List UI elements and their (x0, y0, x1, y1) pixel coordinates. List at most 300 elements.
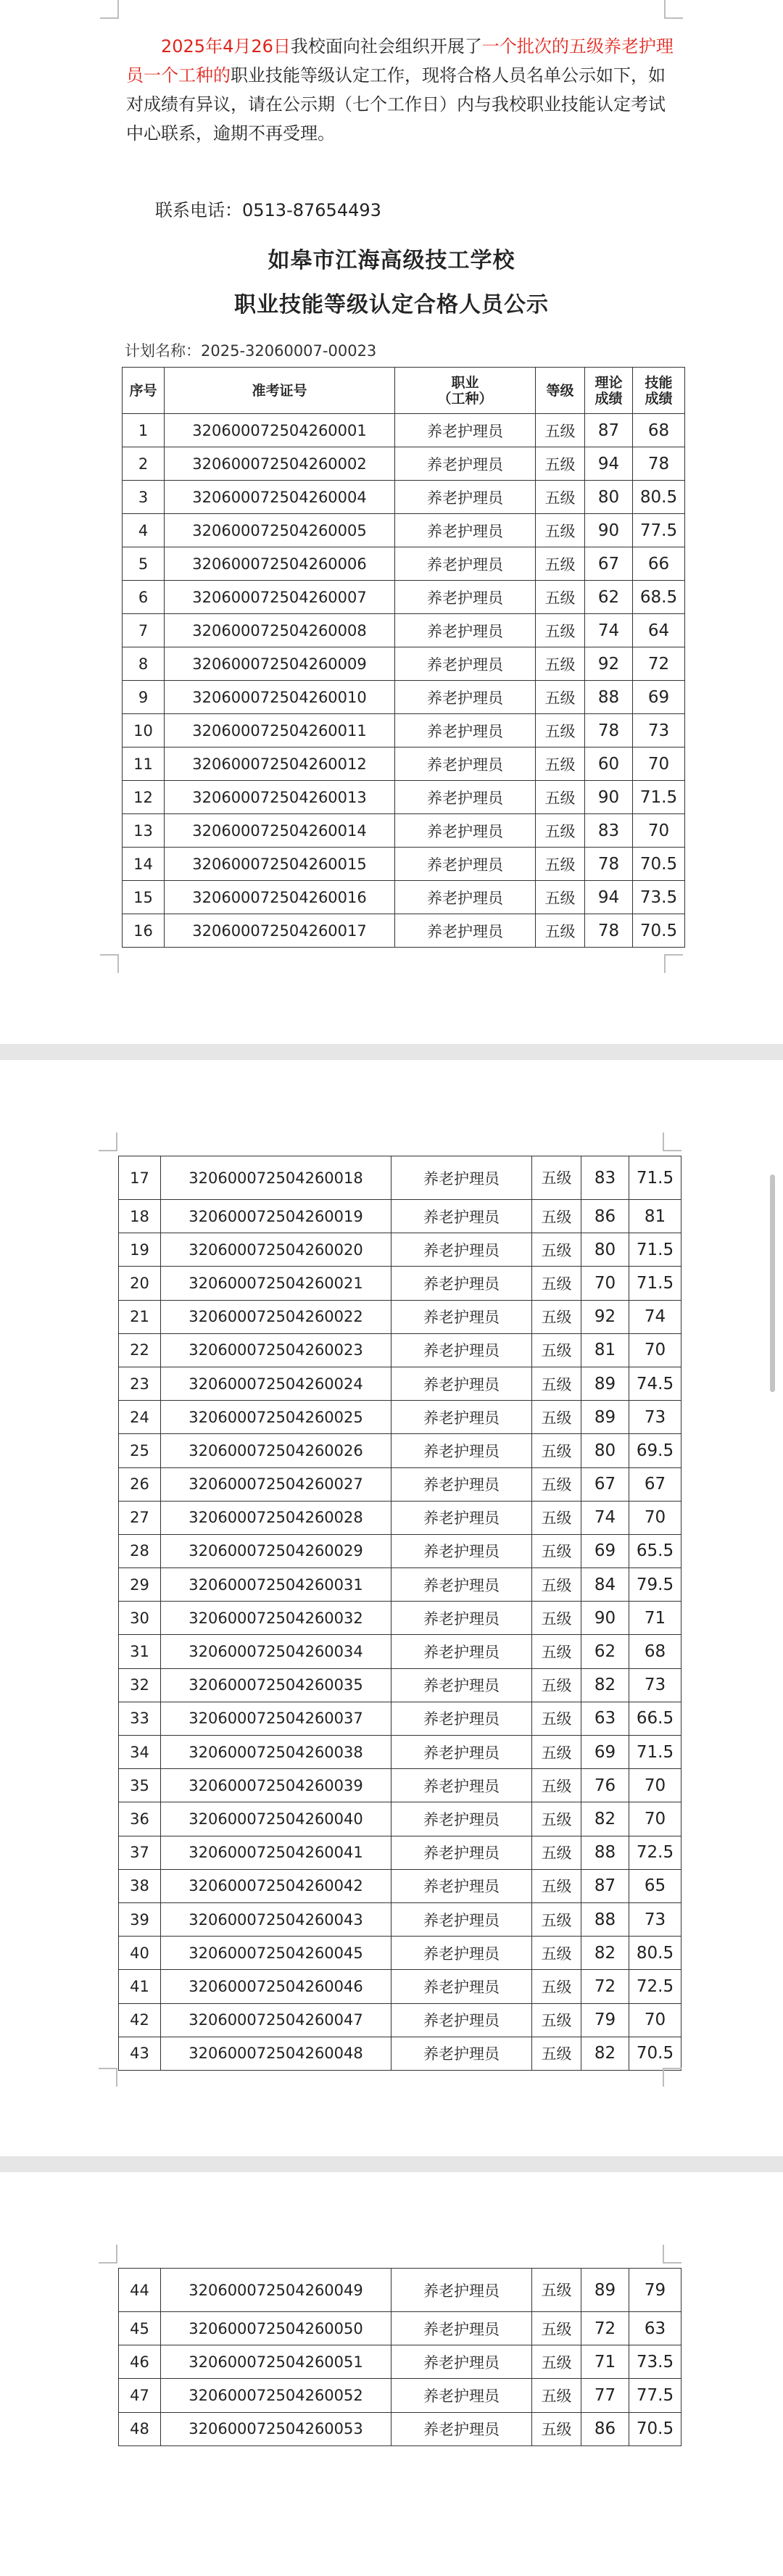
table-row (119, 1668, 682, 1702)
cell-ticket-number: 320600072504260039 (161, 1769, 392, 1802)
cell-theory-score: 60 (585, 747, 633, 781)
cell-job: 养老护理员 (392, 1501, 532, 1534)
cell-no: 38 (119, 1869, 161, 1902)
cell-level: 五级 (532, 1736, 581, 1769)
cell-no: 22 (119, 1333, 161, 1367)
results-table-page-3 (118, 2268, 682, 2446)
notice-text-1: 我校面向社会组织开展了 (290, 36, 482, 57)
table-row (123, 848, 685, 881)
cell-no: 9 (123, 681, 165, 714)
cell-ticket-number: 320600072504260008 (165, 614, 395, 647)
cell-skill-score: 72 (633, 647, 685, 681)
cell-level: 五级 (532, 2037, 581, 2070)
cell-no: 39 (119, 1902, 161, 1936)
cell-level: 五级 (532, 2312, 581, 2345)
table-row (119, 1401, 682, 1434)
cell-job: 养老护理员 (392, 1970, 532, 2003)
table-row (119, 1501, 682, 1534)
cell-skill-score: 73.5 (629, 2345, 682, 2379)
header-job-line2: （工种） (437, 390, 493, 407)
cell-no: 20 (119, 1267, 161, 1300)
cell-ticket-number: 320600072504260022 (161, 1300, 392, 1333)
cell-no: 25 (119, 1434, 161, 1467)
cell-skill-score: 77.5 (629, 2379, 682, 2412)
cell-job: 养老护理员 (392, 1401, 532, 1434)
cell-no: 4 (123, 514, 165, 547)
table-row (119, 1937, 682, 1970)
cell-ticket-number: 320600072504260035 (161, 1668, 392, 1702)
cell-no: 40 (119, 1937, 161, 1970)
cell-theory-score: 89 (581, 1401, 629, 1434)
table-row (119, 1534, 682, 1567)
cell-job: 养老护理员 (392, 1668, 532, 1702)
cell-ticket-number: 320600072504260034 (161, 1635, 392, 1668)
header-skill-line1: 技能 (645, 374, 673, 391)
cell-job: 养老护理员 (392, 1902, 532, 1936)
cell-ticket-number: 320600072504260046 (161, 1970, 392, 2003)
cell-level: 五级 (532, 1367, 581, 1400)
header-theory (585, 368, 633, 414)
cell-skill-score: 70 (633, 747, 685, 781)
notice-paragraph (126, 32, 677, 148)
header-theory-line2: 成绩 (594, 390, 623, 407)
cell-no: 21 (119, 1300, 161, 1333)
table-row (123, 481, 685, 514)
cell-level: 五级 (532, 2379, 581, 2412)
table-row (119, 1802, 682, 1836)
cell-ticket-number: 320600072504260049 (161, 2269, 392, 2312)
cell-no: 45 (119, 2312, 161, 2345)
cell-ticket-number: 320600072504260027 (161, 1467, 392, 1501)
cell-job: 养老护理员 (392, 1367, 532, 1400)
cell-level: 五级 (536, 914, 585, 948)
table-row (123, 781, 685, 814)
cell-ticket-number: 320600072504260004 (165, 481, 395, 514)
table-row (123, 681, 685, 714)
cell-level: 五级 (532, 1869, 581, 1902)
cell-ticket-number: 320600072504260032 (161, 1602, 392, 1635)
cell-job: 养老护理员 (395, 781, 536, 814)
cell-ticket-number: 320600072504260042 (161, 1869, 392, 1902)
cell-level: 五级 (536, 881, 585, 914)
cell-ticket-number: 320600072504260041 (161, 1836, 392, 1869)
table-row (119, 1434, 682, 1467)
table-row (119, 1156, 682, 1200)
cell-ticket-number: 320600072504260007 (165, 581, 395, 614)
cell-theory-score: 90 (581, 1602, 629, 1635)
cell-job: 养老护理员 (392, 1333, 532, 1367)
cell-level: 五级 (532, 1937, 581, 1970)
cell-skill-score: 73 (629, 1902, 682, 1936)
page-corner-mark (99, 2068, 117, 2087)
cell-skill-score: 69.5 (629, 1434, 682, 1467)
page-corner-mark (99, 1132, 117, 1151)
header-ticket: 准考证号 (165, 368, 395, 414)
header-theory-line1: 理论 (594, 374, 623, 391)
cell-job: 养老护理员 (392, 2412, 532, 2445)
cell-level: 五级 (532, 1534, 581, 1567)
cell-job: 养老护理员 (395, 914, 536, 948)
cell-level: 五级 (532, 2412, 581, 2445)
cell-skill-score: 71 (629, 1602, 682, 1635)
cell-skill-score: 70 (629, 1333, 682, 1367)
cell-no: 41 (119, 1970, 161, 2003)
document-page-1 (0, 0, 783, 1044)
cell-ticket-number: 320600072504260019 (161, 1200, 392, 1233)
cell-skill-score: 73 (629, 1668, 682, 1702)
cell-theory-score: 70 (581, 1267, 629, 1300)
cell-ticket-number: 320600072504260028 (161, 1501, 392, 1534)
table-row (123, 581, 685, 614)
cell-job: 养老护理员 (392, 1267, 532, 1300)
cell-theory-score: 67 (585, 547, 633, 581)
cell-no: 5 (123, 547, 165, 581)
cell-job: 养老护理员 (392, 1769, 532, 1802)
cell-job: 养老护理员 (392, 2269, 532, 2312)
document-page-3 (0, 2172, 783, 2576)
cell-job: 养老护理员 (392, 2003, 532, 2037)
cell-theory-score: 84 (581, 1568, 629, 1602)
cell-skill-score: 65.5 (629, 1534, 682, 1567)
cell-theory-score: 78 (585, 914, 633, 948)
cell-no: 30 (119, 1602, 161, 1635)
cell-ticket-number: 320600072504260002 (165, 447, 395, 481)
page-corner-mark (664, 954, 683, 973)
cell-ticket-number: 320600072504260051 (161, 2345, 392, 2379)
cell-ticket-number: 320600072504260050 (161, 2312, 392, 2345)
cell-theory-score: 81 (581, 1333, 629, 1367)
cell-no: 47 (119, 2379, 161, 2412)
cell-no: 36 (119, 1802, 161, 1836)
cell-level: 五级 (536, 781, 585, 814)
cell-level: 五级 (536, 481, 585, 514)
cell-theory-score: 90 (585, 781, 633, 814)
cell-level: 五级 (536, 581, 585, 614)
cell-ticket-number: 320600072504260015 (165, 848, 395, 881)
table-row (119, 1300, 682, 1333)
cell-level: 五级 (532, 1802, 581, 1836)
cell-theory-score: 90 (585, 514, 633, 547)
notice-date: 2025年4月26日 (161, 36, 291, 57)
cell-no: 15 (123, 881, 165, 914)
cell-no: 46 (119, 2345, 161, 2379)
cell-theory-score: 62 (585, 581, 633, 614)
cell-theory-score: 69 (581, 1736, 629, 1769)
cell-skill-score: 71.5 (629, 1156, 682, 1200)
cell-level: 五级 (536, 814, 585, 848)
cell-level: 五级 (532, 1467, 581, 1501)
cell-ticket-number: 320600072504260053 (161, 2412, 392, 2445)
cell-skill-score: 64 (633, 614, 685, 647)
cell-theory-score: 80 (581, 1233, 629, 1267)
table-row (119, 2312, 682, 2345)
document-page-2 (0, 1060, 783, 2156)
cell-skill-score: 70.5 (629, 2412, 682, 2445)
cell-skill-score: 77.5 (633, 514, 685, 547)
cell-no: 3 (123, 481, 165, 514)
cell-skill-score: 79.5 (629, 1568, 682, 1602)
cell-ticket-number: 320600072504260038 (161, 1736, 392, 1769)
cell-ticket-number: 320600072504260013 (165, 781, 395, 814)
cell-ticket-number: 320600072504260020 (161, 1233, 392, 1267)
cell-skill-score: 70 (629, 1802, 682, 1836)
cell-job: 养老护理员 (392, 1702, 532, 1735)
cell-ticket-number: 320600072504260017 (165, 914, 395, 948)
cell-theory-score: 80 (585, 481, 633, 514)
notice-text-2: 职业技能等级认定工作，现将合格人员名单公示如下，如对成绩有异议，请在公示期（七个工作日）内与我校职业技能认定考试中心联系，逾期不再受理。 (126, 65, 666, 144)
cell-level: 五级 (536, 714, 585, 747)
cell-job: 养老护理员 (395, 848, 536, 881)
cell-ticket-number: 320600072504260006 (165, 547, 395, 581)
cell-level: 五级 (536, 747, 585, 781)
table-row (119, 2269, 682, 2312)
table-header-row (123, 368, 685, 414)
cell-level: 五级 (532, 1635, 581, 1668)
page-corner-mark (663, 2068, 682, 2087)
results-table-page-2 (118, 1156, 682, 2071)
cell-skill-score: 74 (629, 1300, 682, 1333)
cell-level: 五级 (536, 681, 585, 714)
cell-job: 养老护理员 (395, 447, 536, 481)
cell-skill-score: 70 (629, 1501, 682, 1534)
cell-ticket-number: 320600072504260031 (161, 1568, 392, 1602)
cell-level: 五级 (532, 1702, 581, 1735)
cell-job: 养老护理员 (392, 1200, 532, 1233)
cell-skill-score: 70 (633, 814, 685, 848)
cell-job: 养老护理员 (395, 647, 536, 681)
cell-level: 五级 (532, 2003, 581, 2037)
cell-theory-score: 83 (585, 814, 633, 848)
cell-theory-score: 87 (585, 414, 633, 447)
cell-no: 8 (123, 647, 165, 681)
table-row (119, 2003, 682, 2037)
page-corner-mark (99, 2245, 117, 2264)
notice-batch-highlight: 一个批次的五级养老护理员一个工种的 (126, 36, 674, 86)
cell-level: 五级 (532, 1668, 581, 1702)
cell-job: 养老护理员 (392, 1233, 532, 1267)
cell-job: 养老护理员 (395, 547, 536, 581)
cell-job: 养老护理员 (392, 1736, 532, 1769)
cell-skill-score: 78 (633, 447, 685, 481)
header-no: 序号 (123, 368, 165, 414)
table-row (119, 2345, 682, 2379)
cell-skill-score: 70 (629, 2003, 682, 2037)
cell-no: 43 (119, 2037, 161, 2070)
cell-level: 五级 (536, 547, 585, 581)
cell-level: 五级 (532, 1602, 581, 1635)
table-row (119, 1333, 682, 1367)
cell-job: 养老护理员 (392, 2379, 532, 2412)
cell-ticket-number: 320600072504260043 (161, 1902, 392, 1936)
cell-job: 养老护理员 (395, 614, 536, 647)
header-job-line1: 职业 (451, 374, 479, 391)
cell-level: 五级 (532, 2345, 581, 2379)
cell-level: 五级 (536, 647, 585, 681)
cell-level: 五级 (532, 1568, 581, 1602)
cell-theory-score: 63 (581, 1702, 629, 1735)
table-row (119, 1902, 682, 1936)
page-corner-mark (100, 0, 119, 19)
cell-theory-score: 86 (581, 1200, 629, 1233)
cell-skill-score: 71.5 (629, 1267, 682, 1300)
cell-skill-score: 70 (629, 1769, 682, 1802)
cell-no: 23 (119, 1367, 161, 1400)
cell-no: 7 (123, 614, 165, 647)
cell-no: 48 (119, 2412, 161, 2445)
cell-level: 五级 (532, 1233, 581, 1267)
cell-skill-score: 79 (629, 2269, 682, 2312)
cell-theory-score: 88 (581, 1902, 629, 1936)
cell-ticket-number: 320600072504260045 (161, 1937, 392, 1970)
cell-no: 16 (123, 914, 165, 948)
cell-ticket-number: 320600072504260011 (165, 714, 395, 747)
cell-job: 养老护理员 (392, 1156, 532, 1200)
cell-theory-score: 80 (581, 1434, 629, 1467)
contact-phone: 联系电话：0513-87654493 (155, 200, 381, 220)
cell-theory-score: 88 (581, 1836, 629, 1869)
cell-no: 24 (119, 1401, 161, 1434)
cell-ticket-number: 320600072504260005 (165, 514, 395, 547)
cell-skill-score: 73.5 (633, 881, 685, 914)
header-skill-line2: 成绩 (645, 390, 673, 407)
table-row (123, 714, 685, 747)
cell-theory-score: 74 (585, 614, 633, 647)
cell-theory-score: 82 (581, 2037, 629, 2070)
table-row (119, 2379, 682, 2412)
cell-skill-score: 81 (629, 1200, 682, 1233)
cell-ticket-number: 320600072504260016 (165, 881, 395, 914)
cell-no: 35 (119, 1769, 161, 1802)
cell-skill-score: 68.5 (633, 581, 685, 614)
cell-level: 五级 (536, 414, 585, 447)
cell-no: 13 (123, 814, 165, 848)
table-row (119, 1836, 682, 1869)
cell-level: 五级 (532, 2269, 581, 2312)
table-row (119, 1736, 682, 1769)
table-row (123, 881, 685, 914)
cell-no: 44 (119, 2269, 161, 2312)
cell-theory-score: 72 (581, 2312, 629, 2345)
cell-job: 养老护理员 (392, 1836, 532, 1869)
cell-theory-score: 78 (585, 848, 633, 881)
cell-no: 34 (119, 1736, 161, 1769)
cell-no: 26 (119, 1467, 161, 1501)
cell-no: 2 (123, 447, 165, 481)
cell-ticket-number: 320600072504260010 (165, 681, 395, 714)
cell-job: 养老护理员 (392, 1434, 532, 1467)
page-corner-mark (664, 0, 683, 19)
cell-level: 五级 (536, 848, 585, 881)
cell-skill-score: 63 (629, 2312, 682, 2345)
cell-job: 养老护理员 (395, 881, 536, 914)
cell-ticket-number: 320600072504260001 (165, 414, 395, 447)
table-row (119, 1267, 682, 1300)
cell-theory-score: 77 (581, 2379, 629, 2412)
cell-no: 10 (123, 714, 165, 747)
cell-level: 五级 (536, 614, 585, 647)
cell-skill-score: 71.5 (629, 1233, 682, 1267)
cell-theory-score: 76 (581, 1769, 629, 1802)
header-job (395, 368, 536, 414)
cell-skill-score: 72.5 (629, 1970, 682, 2003)
table-row (123, 647, 685, 681)
cell-skill-score: 80.5 (633, 481, 685, 514)
cell-theory-score: 82 (581, 1937, 629, 1970)
vertical-scrollbar[interactable] (770, 1175, 775, 1392)
cell-theory-score: 94 (585, 447, 633, 481)
cell-no: 32 (119, 1668, 161, 1702)
table-row (123, 547, 685, 581)
cell-level: 五级 (532, 1156, 581, 1200)
cell-job: 养老护理员 (392, 1467, 532, 1501)
table-row (119, 1602, 682, 1635)
cell-skill-score: 73 (633, 714, 685, 747)
cell-skill-score: 70.5 (629, 2037, 682, 2070)
cell-ticket-number: 320600072504260018 (161, 1156, 392, 1200)
school-title: 如皋市江海高级技工学校 (268, 248, 515, 273)
cell-ticket-number: 320600072504260024 (161, 1367, 392, 1400)
cell-skill-score: 68 (633, 414, 685, 447)
cell-ticket-number: 320600072504260052 (161, 2379, 392, 2412)
cell-no: 42 (119, 2003, 161, 2037)
cell-job: 养老护理员 (392, 2037, 532, 2070)
cell-job: 养老护理员 (395, 481, 536, 514)
cell-skill-score: 70.5 (633, 848, 685, 881)
table-row (119, 1233, 682, 1267)
table-row (119, 1568, 682, 1602)
cell-ticket-number: 320600072504260040 (161, 1802, 392, 1836)
cell-level: 五级 (532, 1501, 581, 1534)
cell-level: 五级 (532, 1300, 581, 1333)
cell-level: 五级 (532, 1401, 581, 1434)
page-corner-mark (100, 954, 119, 973)
cell-job: 养老护理员 (395, 514, 536, 547)
table-row (123, 514, 685, 547)
cell-skill-score: 66.5 (629, 1702, 682, 1735)
cell-no: 31 (119, 1635, 161, 1668)
cell-theory-score: 67 (581, 1467, 629, 1501)
cell-theory-score: 72 (581, 1970, 629, 2003)
cell-ticket-number: 320600072504260037 (161, 1702, 392, 1735)
cell-level: 五级 (532, 1267, 581, 1300)
cell-ticket-number: 320600072504260012 (165, 747, 395, 781)
cell-theory-score: 89 (581, 1367, 629, 1400)
cell-level: 五级 (532, 1434, 581, 1467)
cell-theory-score: 79 (581, 2003, 629, 2037)
cell-no: 18 (119, 1200, 161, 1233)
cell-job: 养老护理员 (392, 1635, 532, 1668)
cell-level: 五级 (532, 1902, 581, 1936)
cell-theory-score: 83 (581, 1156, 629, 1200)
cell-job: 养老护理员 (395, 414, 536, 447)
cell-skill-score: 71.5 (629, 1736, 682, 1769)
table-row (119, 1869, 682, 1902)
cell-theory-score: 74 (581, 1501, 629, 1534)
cell-level: 五级 (532, 1970, 581, 2003)
cell-no: 33 (119, 1702, 161, 1735)
cell-theory-score: 71 (581, 2345, 629, 2379)
cell-no: 27 (119, 1501, 161, 1534)
cell-level: 五级 (536, 514, 585, 547)
cell-ticket-number: 320600072504260047 (161, 2003, 392, 2037)
cell-job: 养老护理员 (392, 1937, 532, 1970)
page-corner-mark (663, 1132, 682, 1151)
cell-ticket-number: 320600072504260025 (161, 1401, 392, 1434)
results-table-page-1 (122, 367, 685, 948)
cell-no: 19 (119, 1233, 161, 1267)
cell-ticket-number: 320600072504260026 (161, 1434, 392, 1467)
cell-job: 养老护理员 (392, 1568, 532, 1602)
